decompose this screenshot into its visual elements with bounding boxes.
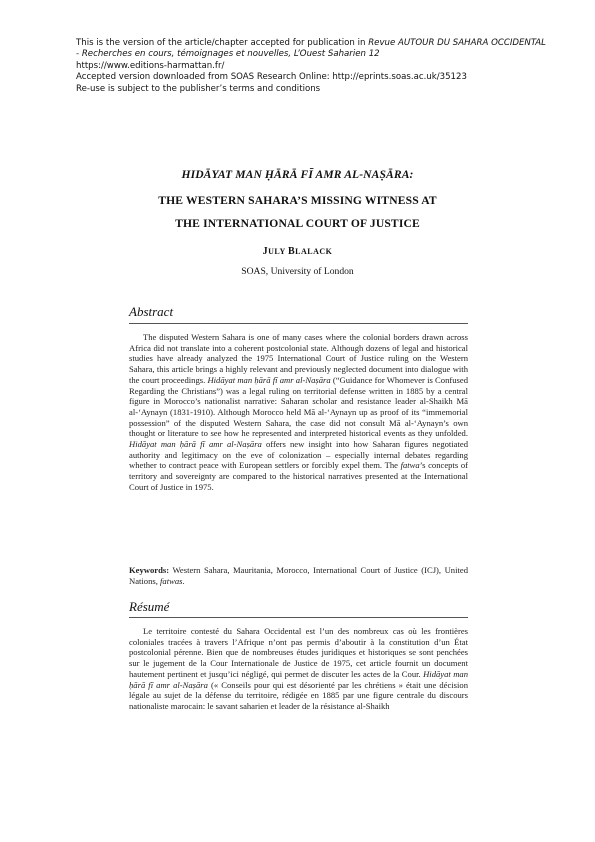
abstract-body [129,332,468,493]
resume-body [129,626,468,712]
resume-heading: Résumé [129,599,170,614]
article-title-block [0,168,595,277]
publication-notice [76,38,576,95]
publisher-url[interactable]: https://www.editions-harmattan.fr/ [76,60,225,71]
repository-url[interactable]: Accepted version downloaded from SOAS Research Online: http://eprints.soas.ac.uk/35123 [76,72,467,83]
keywords: Keywords: Western Sahara, Mauritania, Morocco, International Court of Justice (ICJ), United Nations, fatwas. [129,565,468,586]
notice-line-1: This is the version of the article/chapter accepted for publication in Revue AUTOUR DU SAHARA OCCIDENTAL [76,38,546,48]
abstract-heading: Abstract [129,304,174,319]
abstract-divider [129,323,468,324]
article-title-line-1: HIDĀYAT MAN ḤĀRĀ FĪ AMR AL-NAṢĀRA: [181,168,414,181]
author-name: JULY BLALACK [262,246,333,257]
article-title-line-2: THE WESTERN SAHARA’S MISSING WITNESS AT [158,194,437,207]
resume-paragraph: Le territoire contesté du Sahara Occidental est l’un des nombreux cas où les frontières coloniales tracées à travers l’Afrique n’ont pas permis d’aboutir à la constitution d’un État postcolonial pérenne. Bien que de nombreuses études juridiques et historiques se sont penchées sur le jugement de la Cour Internationale de Justice de 1975, cet article fournit un document hautement pertinent et jusqu’ici négligé, qui permet de discuter les actes de la Cour. Hidāyat man ḥārā fī amr al-Naṣāra (« Conseils pour qui est désorienté par les chrétiens » était une décision légale au sujet de la défense du territoire, rédigée en 1885 par une figure centrale du discours nationaliste marocain: le savant saharien et leader de la résistance al-Shaikh [129,626,469,711]
article-title-line-3: THE INTERNATIONAL COURT OF JUSTICE [175,217,420,230]
resume-divider [129,617,468,618]
abstract-paragraph: The disputed Western Sahara is one of many cases where the colonial borders drawn across Africa did not translate into a coherent postcolonial state. Although dozens of legal and historical studies have already analyzed the 1975 International Court of Justice ruling on the Western Sahara, this article brings a highly relevant and previously neglected document into dialogue with the court proceedings. Hidāyat man ḥārā fī amr al-Naṣāra (“Guidance for Whomever is Confused Regarding the Christians”) was a legal ruling on territorial defense written in 1885 by a central figure in Morocco’s nationalist narrative: Saharan scholar and resistance leader al-Shaikh Mā al-‘Aynayn (1831-1910). Although Morocco held Mā al-‘Aynayn up as proof of its “immemorial possession” of the disputed Western Sahara, the case did not consult Mā al-‘Aynayn’s own thought or literature to see how he represented and interpreted historical events as they unfolded. Hidāyat man ḥārā fī amr al-Naṣāra offers new insight into how Saharan figures negotiated authority and legitimacy on the eve of colonization – especially internal debates regarding whether to contract peace with European settlers or forcibly expel them. The fatwa’s concepts of territory and sovereignty are compared to the historical narratives presented at the International Court of Justice in 1975. [129,332,468,492]
notice-line-2: - Recherches en cours, témoignages et nouvelles, L’Ouest Saharien 12 [76,49,380,60]
journal-name: Revue AUTOUR DU SAHARA OCCIDENTAL [368,38,546,48]
notice-line-5: Re-use is subject to the publisher’s terms and conditions [76,83,321,94]
keywords-label: Keywords: [129,565,170,575]
author-affiliation: SOAS, University of London [241,266,354,277]
